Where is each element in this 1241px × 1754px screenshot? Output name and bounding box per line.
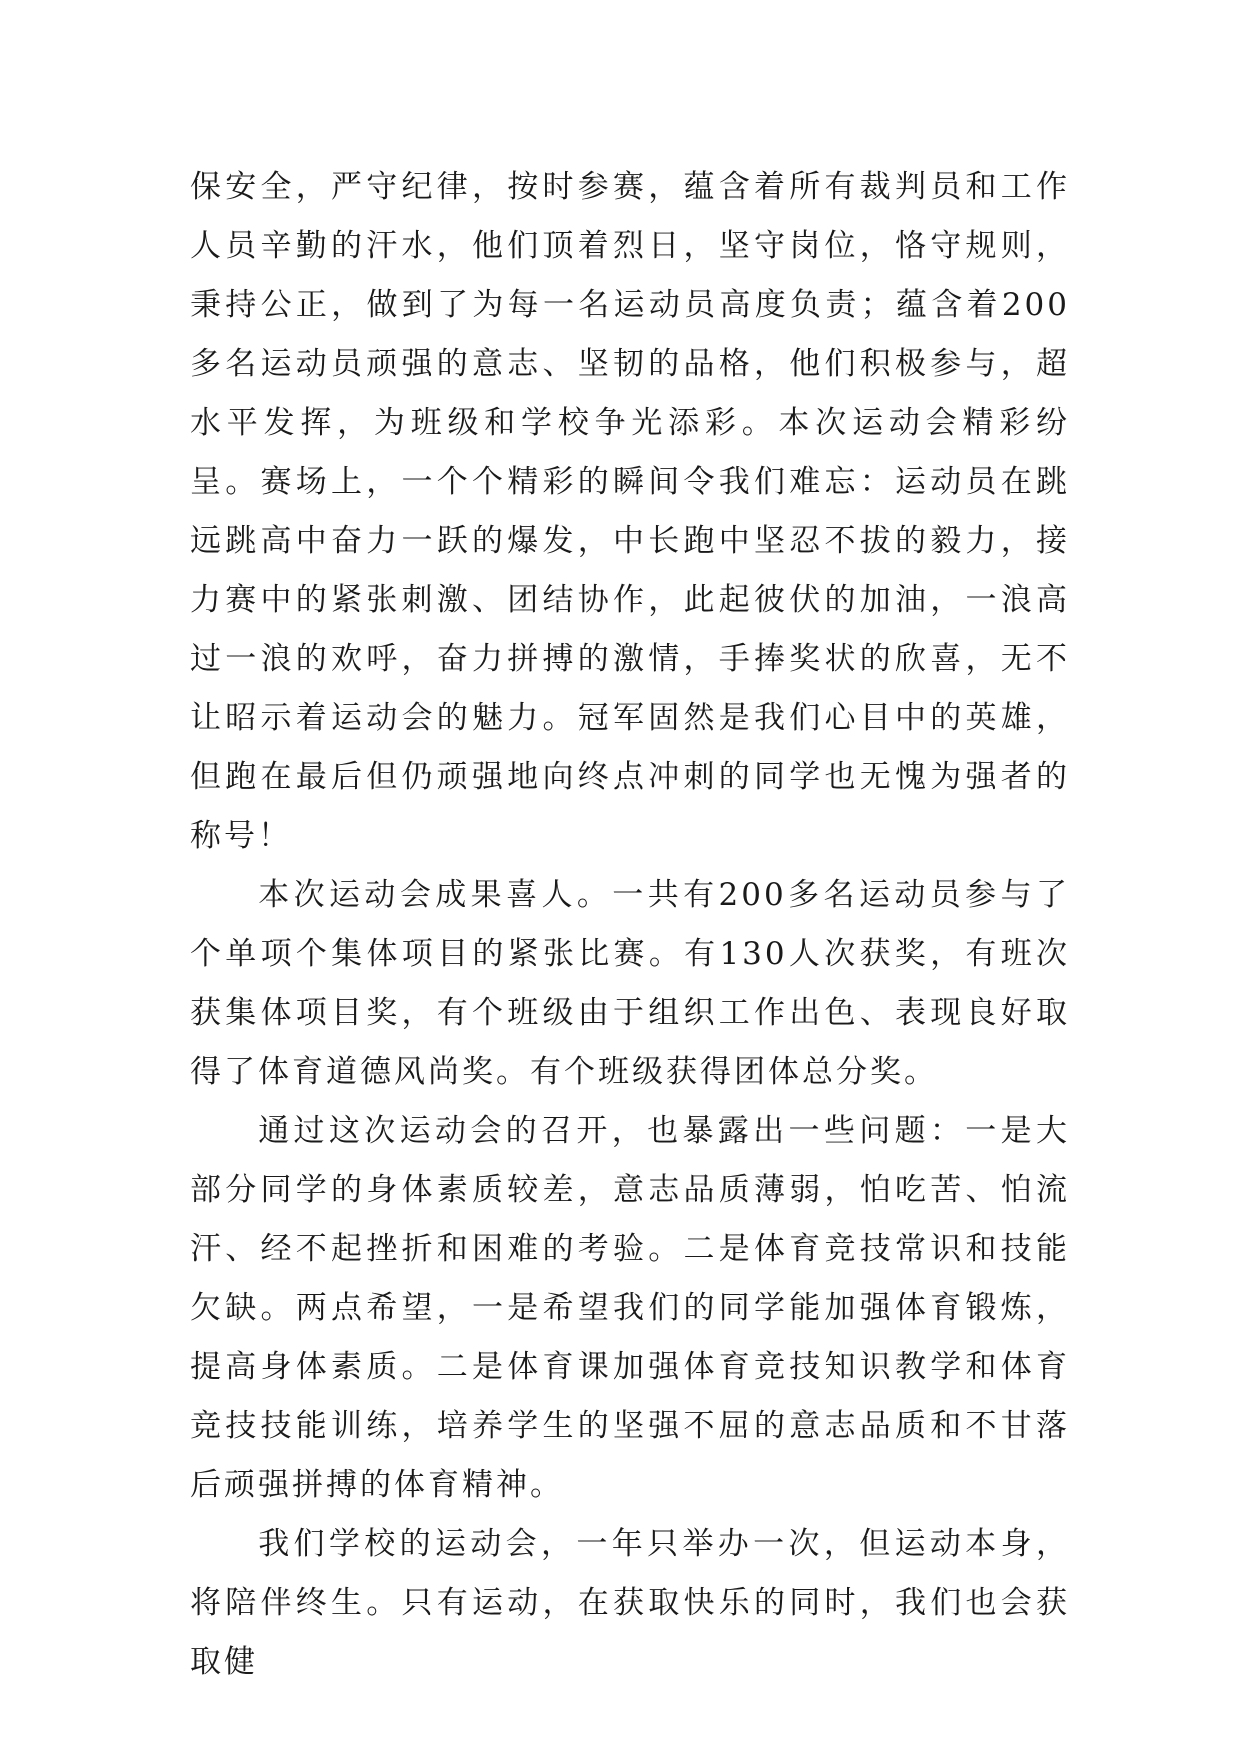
document-body [190, 158, 1070, 1692]
paragraph-3: 通过这次运动会的召开，也暴露出一些问题：一是大部分同学的身体素质较差，意志品质薄弱，怕吃苦、怕流汗、经不起挫折和困难的考验。二是体育竞技常识和技能欠缺。两点希望，一是希望我们的同学能加强体育锻炼，提高身体素质。二是体育课加强体育竞技知识教学和体育竞技技能训练，培养学生的坚强不屈的意志品质和不甘落后顽强拼搏的体育精神。 [190, 1113, 1070, 1503]
paragraph-4: 我们学校的运动会，一年只举办一次，但运动本身，将陪伴终生。只有运动，在获取快乐的同时，我们也会获取健 [190, 1526, 1070, 1680]
paragraph-2: 本次运动会成果喜人。一共有200多名运动员参与了个单项个集体项目的紧张比赛。有130人次获奖，有班次获集体项目奖，有个班级由于组织工作出色、表现良好取得了体育道德风尚奖。有个班级获得团体总分奖。 [190, 877, 1070, 1090]
paragraph-1: 保安全，严守纪律，按时参赛，蕴含着所有裁判员和工作人员辛勤的汗水，他们顶着烈日，坚守岗位，恪守规则，秉持公正，做到了为每一名运动员高度负责；蕴含着200多名运动员顽强的意志、坚韧的品格，他们积极参与，超水平发挥，为班级和学校争光添彩。本次运动会精彩纷呈。赛场上，一个个精彩的瞬间令我们难忘：运动员在跳远跳高中奋力一跃的爆发，中长跑中坚忍不拔的毅力，接力赛中的紧张刺激、团结协作，此起彼伏的加油，一浪高过一浪的欢呼，奋力拼搏的激情，手捧奖状的欣喜，无不让昭示着运动会的魅力。冠军固然是我们心目中的英雄，但跑在最后但仍顽强地向终点冲刺的同学也无愧为强者的称号！ [190, 169, 1070, 854]
